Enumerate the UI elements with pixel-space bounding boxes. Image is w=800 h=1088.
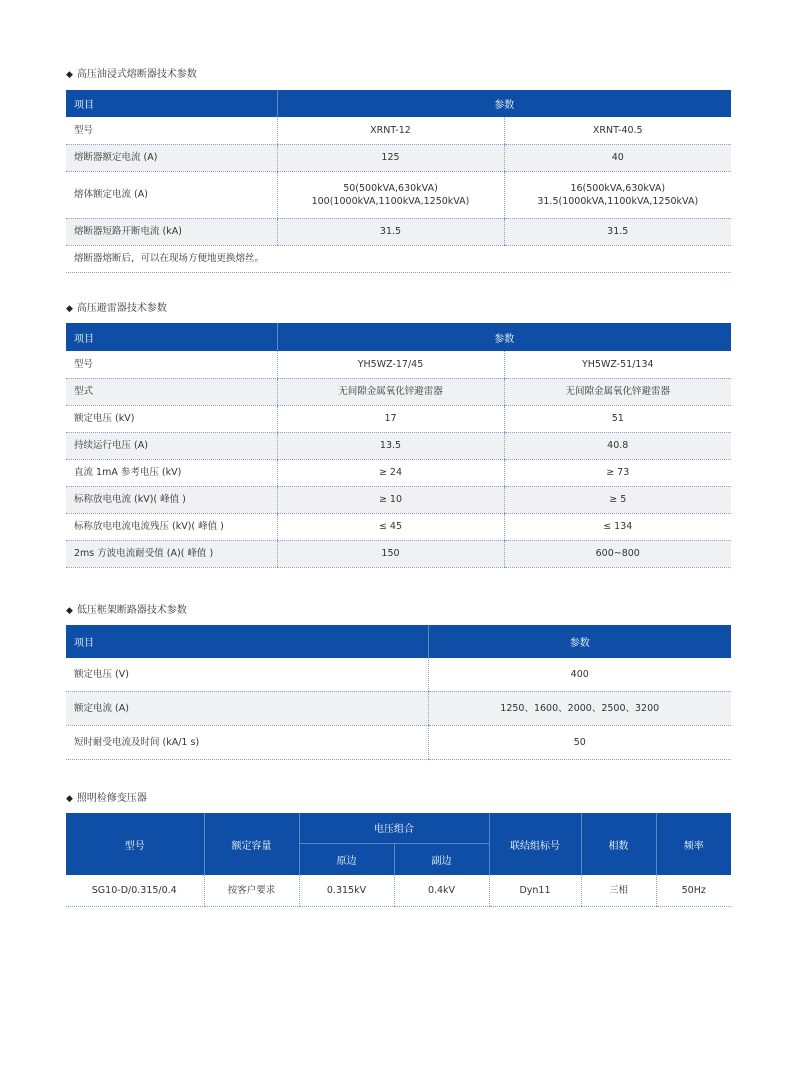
breaker-section — [66, 604, 731, 760]
cell-value: 40 — [504, 144, 731, 171]
fuse-title-text: 高压油浸式熔断器技术参数 — [76, 69, 197, 80]
cell-value: 无间隙金属氧化锌避雷器 — [277, 378, 504, 405]
row-label: 持续运行电压 (A) — [66, 432, 277, 459]
diamond-bullet-icon: ◆ — [66, 304, 73, 314]
arrester-section-title — [66, 302, 731, 316]
cell-value: 600~800 — [504, 540, 731, 567]
cell-value: 125 — [277, 144, 504, 171]
cell-secondary: 0.4kV — [394, 875, 489, 906]
row-label: 熔体额定电流 (A) — [66, 171, 277, 218]
cell-value: XRNT-12 — [277, 117, 504, 144]
transformer-section-title — [66, 792, 731, 806]
header-phase: 相数 — [581, 813, 656, 875]
cell-value: YH5WZ-17/45 — [277, 351, 504, 378]
cell-value: XRNT-40.5 — [504, 117, 731, 144]
diamond-bullet-icon: ◆ — [66, 70, 73, 80]
cell-primary: 0.315kV — [299, 875, 394, 906]
arrester-table — [66, 323, 731, 568]
cell-value: ≥ 5 — [504, 486, 731, 513]
cell-line: 100(1000kVA,1100kVA,1250kVA) — [311, 195, 470, 207]
fuse-section-title — [66, 68, 731, 82]
diamond-bullet-icon: ◆ — [66, 794, 73, 804]
header-primary: 原边 — [299, 843, 394, 875]
cell-value: 150 — [277, 540, 504, 567]
cell-value: 17 — [277, 405, 504, 432]
header-voltage: 电压组合 — [299, 813, 489, 843]
table-row — [66, 691, 731, 725]
fuse-table — [66, 90, 731, 273]
row-label: 型式 — [66, 378, 277, 405]
table-row — [66, 486, 731, 513]
row-label: 直流 1mA 参考电压 (kV) — [66, 459, 277, 486]
table-row — [66, 725, 731, 759]
row-label: 额定电压 (V) — [66, 658, 428, 691]
row-label: 型号 — [66, 117, 277, 144]
row-label: 额定电流 (A) — [66, 691, 428, 725]
header-item: 项目 — [66, 90, 277, 117]
cell-value: 31.5 — [277, 218, 504, 245]
table-row — [66, 218, 731, 245]
table-row — [66, 351, 731, 378]
transformer-section — [66, 792, 731, 907]
cell-capacity: 按客户要求 — [204, 875, 299, 906]
cell-value: ≥ 24 — [277, 459, 504, 486]
cell-value: 40.8 — [504, 432, 731, 459]
cell-value: 400 — [428, 658, 731, 691]
table-row — [66, 245, 731, 272]
header-model: 型号 — [66, 813, 204, 875]
header-freq: 频率 — [656, 813, 731, 875]
header-item: 项目 — [66, 323, 277, 351]
cell-line: 50(500kVA,630kVA) — [343, 182, 438, 194]
cell-value — [277, 171, 504, 218]
breaker-title-text: 低压框架断路器技术参数 — [76, 605, 187, 616]
row-label: 型号 — [66, 351, 277, 378]
table-header-row — [66, 625, 731, 658]
table-header-row — [66, 813, 731, 843]
row-label: 2ms 方波电流耐受值 (A)( 峰值 ) — [66, 540, 277, 567]
header-item: 项目 — [66, 625, 428, 658]
row-label: 标称放电电流电流残压 (kV)( 峰值 ) — [66, 513, 277, 540]
table-row — [66, 405, 731, 432]
arrester-section — [66, 302, 731, 568]
table-row — [66, 117, 731, 144]
header-secondary: 副边 — [394, 843, 489, 875]
cell-value: 50 — [428, 725, 731, 759]
cell-line: 16(500kVA,630kVA) — [570, 182, 666, 194]
table-header-row — [66, 323, 731, 351]
diamond-bullet-icon: ◆ — [66, 606, 73, 616]
cell-value: YH5WZ-51/134 — [504, 351, 731, 378]
cell-value: ≤ 45 — [277, 513, 504, 540]
cell-freq: 50Hz — [656, 875, 731, 906]
header-param: 参数 — [428, 625, 731, 658]
table-row — [66, 432, 731, 459]
cell-line: 31.5(1000kVA,1100kVA,1250kVA) — [537, 195, 699, 207]
table-row — [66, 540, 731, 567]
table-row — [66, 875, 731, 906]
table-row — [66, 658, 731, 691]
cell-value: ≥ 73 — [504, 459, 731, 486]
cell-phase: 三相 — [581, 875, 656, 906]
header-param: 参数 — [277, 90, 731, 117]
row-label: 熔断器短路开断电流 (kA) — [66, 218, 277, 245]
cell-value: 51 — [504, 405, 731, 432]
table-row — [66, 513, 731, 540]
row-label: 标称放电电流 (kV)( 峰值 ) — [66, 486, 277, 513]
table-header-row — [66, 90, 731, 117]
arrester-title-text: 高压避雷器技术参数 — [76, 303, 167, 314]
cell-value: ≥ 10 — [277, 486, 504, 513]
cell-value — [504, 171, 731, 218]
fuse-section — [66, 68, 731, 273]
header-vector: 联结组标号 — [489, 813, 581, 875]
table-row — [66, 459, 731, 486]
cell-value: 1250、1600、2000、2500、3200 — [428, 691, 731, 725]
fuse-note: 熔断器熔断后，可以在现场方便地更换熔丝。 — [66, 245, 731, 272]
table-row — [66, 144, 731, 171]
cell-value: 无间隙金属氧化锌避雷器 — [504, 378, 731, 405]
transformer-title-text: 照明检修变压器 — [76, 793, 147, 804]
cell-value: 13.5 — [277, 432, 504, 459]
row-label: 熔断器额定电流 (A) — [66, 144, 277, 171]
header-param: 参数 — [277, 323, 731, 351]
cell-model: SG10-D/0.315/0.4 — [66, 875, 204, 906]
cell-value: 31.5 — [504, 218, 731, 245]
table-row — [66, 171, 731, 218]
table-row — [66, 378, 731, 405]
cell-vector: Dyn11 — [489, 875, 581, 906]
cell-value: ≤ 134 — [504, 513, 731, 540]
row-label: 额定电压 (kV) — [66, 405, 277, 432]
row-label: 短时耐受电流及时间 (kA/1 s) — [66, 725, 428, 759]
breaker-section-title — [66, 604, 731, 618]
transformer-table — [66, 813, 731, 907]
header-capacity: 额定容量 — [204, 813, 299, 875]
breaker-table — [66, 625, 731, 760]
